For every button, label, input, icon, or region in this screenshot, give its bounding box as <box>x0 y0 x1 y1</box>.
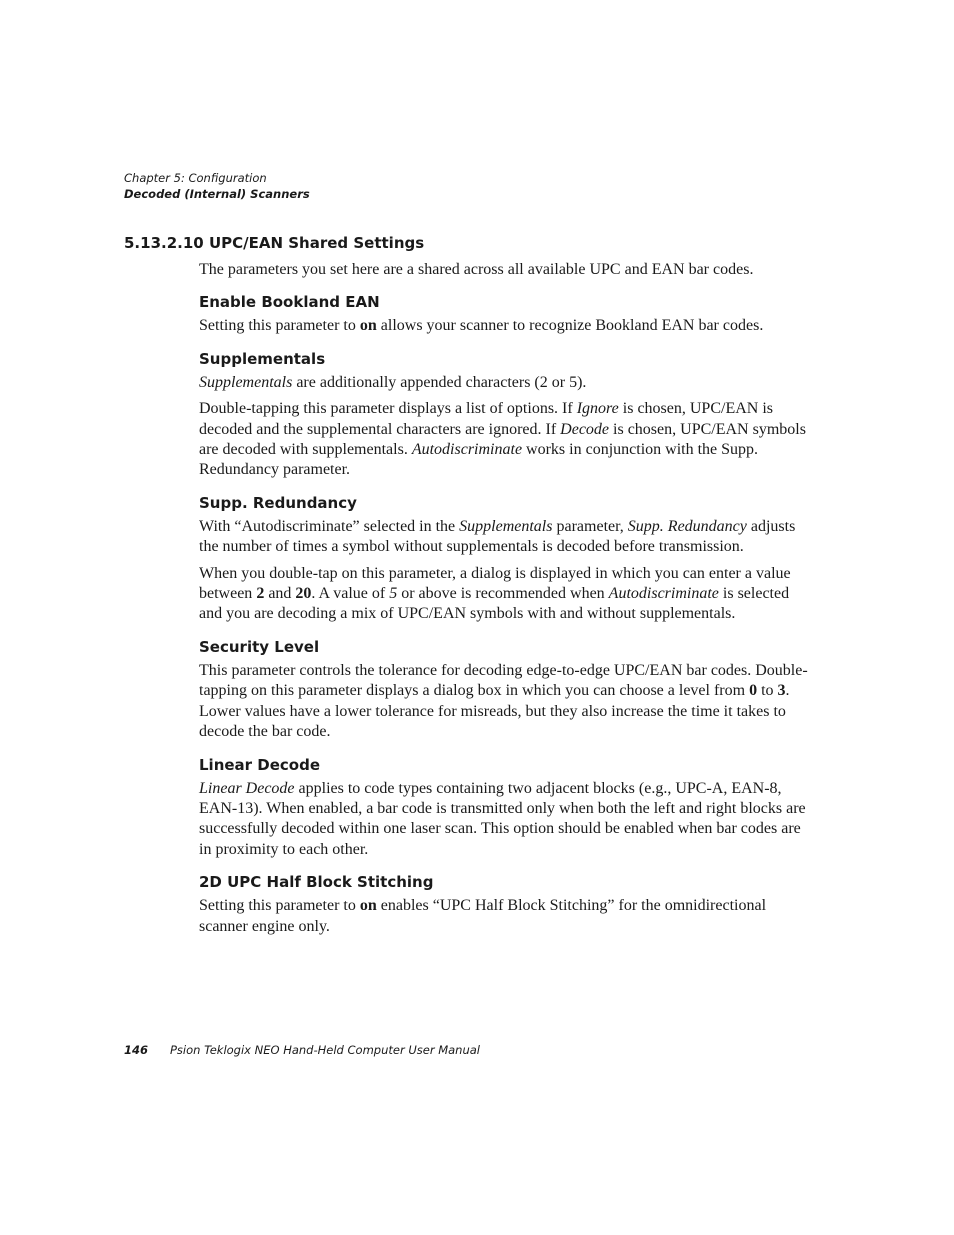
manual-title: Psion Teklogix NEO Hand-Held Computer User Manual <box>170 1043 480 1057</box>
text: . A value of <box>311 585 390 603</box>
italic-term: Ignore <box>576 400 619 418</box>
text: and <box>264 585 296 603</box>
text: enables “UPC Half Block Stitching” for the omnidirectional scanner engine only. <box>199 897 767 935</box>
heading-supp-redundancy: Supp. Redundancy <box>199 493 357 512</box>
text: This parameter controls the tolerance for decoding edge-to-edge UPC/EAN bar codes. Double-tapping on this parameter displays a dialog box in which you can choose a level from <box>199 661 808 700</box>
text: to <box>757 682 778 700</box>
heading-security-level: Security Level <box>199 637 320 656</box>
text: adjusts the number of times a symbol without supplementals is decoded before transmission. <box>199 517 796 556</box>
linear-paragraph <box>199 779 814 861</box>
heading-enable-bookland-ean: Enable Bookland EAN <box>199 293 380 312</box>
italic-term: Supp. Redundancy <box>627 517 747 535</box>
text: or above is recommended when <box>397 585 609 603</box>
italic-term: Autodiscriminate <box>411 441 523 459</box>
text: parameter, <box>552 517 628 535</box>
text: is chosen, UPC/EAN symbols are decoded with supplementals. <box>199 420 806 459</box>
running-header <box>124 170 310 202</box>
text: allows your scanner to recognize Bookland EAN bar codes. <box>376 317 764 335</box>
running-footer <box>124 1042 480 1058</box>
chapter-title: Chapter 5: Configuration <box>124 171 267 185</box>
text: is selected and you are decoding a mix of UPC/EAN symbols with and without supplementals. <box>199 585 790 623</box>
italic-term: Decode <box>560 420 610 438</box>
stitching-paragraph <box>199 896 814 937</box>
text: works in conjunction with the Supp. Redundancy parameter. <box>199 441 759 479</box>
bold-value: 3 <box>777 682 786 700</box>
italic-term: Supplementals <box>459 517 553 535</box>
heading-linear-decode: Linear Decode <box>199 755 321 774</box>
italic-value: 5 <box>389 585 398 603</box>
page-number: 146 <box>124 1043 149 1057</box>
text: applies to code types containing two adjacent blocks (e.g., UPC-A, EAN-8, EAN-13). When enabled, a bar code is transmitted only when both the left and right blocks are successfully decoded within one laser scan. This option should be enabled when bar codes are in proximity to each other. <box>199 779 806 858</box>
redundancy-paragraph-2 <box>199 564 814 625</box>
section-intro: The parameters you set here are a shared across all available UPC and EAN bar codes. <box>199 261 754 278</box>
italic-term: Linear Decode <box>199 779 295 797</box>
security-paragraph <box>199 661 814 743</box>
supplementals-paragraph-2 <box>199 399 814 481</box>
heading-supplementals: Supplementals <box>199 349 326 368</box>
bold-value: 20 <box>295 585 312 603</box>
text: are additionally appended characters (2 or 5). <box>292 373 587 391</box>
section-body <box>199 260 814 943</box>
text: Setting this parameter to <box>199 897 360 915</box>
text: is chosen, UPC/EAN is decoded and the supplemental characters are ignored. If <box>199 400 773 438</box>
section-title: 5.13.2.10 UPC/EAN Shared Settings <box>124 234 425 252</box>
text: . Lower values have a lower tolerance for misreads, but they also increase the time it takes to decode the bar code. <box>199 682 790 741</box>
bold-value: 2 <box>256 585 265 603</box>
heading-2d-upc-half-block-stitching: 2D UPC Half Block Stitching <box>199 873 434 892</box>
supplementals-paragraph-1 <box>199 373 814 393</box>
text: With “Autodiscriminate” selected in the <box>199 517 460 535</box>
italic-term: Autodiscriminate <box>608 585 719 603</box>
bookland-paragraph <box>199 316 814 336</box>
text: Double-tapping this parameter displays a list of options. If <box>199 400 577 418</box>
italic-term: Supplementals <box>199 373 293 391</box>
bold-value: on <box>359 897 377 915</box>
redundancy-paragraph-1 <box>199 517 814 558</box>
bold-value: 0 <box>749 682 758 700</box>
text: Setting this parameter to <box>199 317 360 335</box>
bold-value: on <box>359 317 377 335</box>
subsection-title: Decoded (Internal) Scanners <box>124 187 310 201</box>
text: When you double-tap on this parameter, a dialog is displayed in which you can enter a value between <box>199 564 791 603</box>
